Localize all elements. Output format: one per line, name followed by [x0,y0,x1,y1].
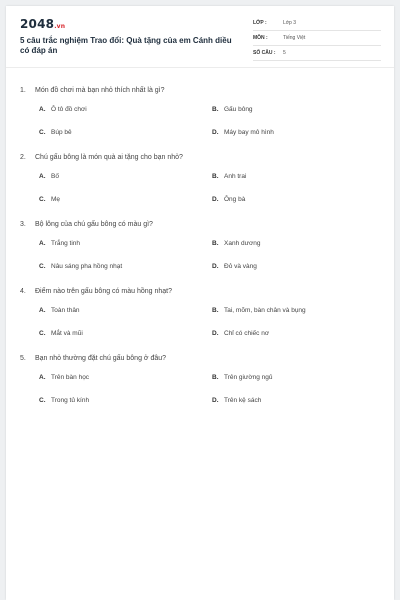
answer-options [20,171,380,205]
question-text [20,286,380,296]
meta-label-count: SỐ CÂU : [253,50,276,56]
option-letter: D. [212,263,219,270]
option-row [39,104,380,115]
option-c[interactable] [39,263,212,270]
question-list [6,68,394,406]
question-number: 1. [20,86,26,94]
question-text [20,353,380,363]
option-letter: C. [39,397,46,404]
answer-options [20,238,380,272]
option-text: Chỉ có chiếc nơ [224,330,270,337]
option-text: Máy bay mô hình [224,129,274,136]
option-c[interactable] [39,129,212,136]
option-letter: B. [212,173,219,180]
question-prompt: Món đồ chơi mà bạn nhỏ thích nhất là gì? [35,86,165,94]
meta-row-subject [253,31,381,46]
option-row [39,328,380,339]
question-text [20,219,380,229]
option-c[interactable] [39,196,212,203]
option-letter: A. [39,240,46,247]
question-prompt: Điểm nào trên gấu bông có màu hồng nhạt? [35,287,172,295]
option-text: Nâu sáng pha hồng nhạt [51,263,123,270]
option-b[interactable] [212,307,306,314]
option-letter: D. [212,330,219,337]
option-letter: D. [212,196,219,203]
option-a[interactable] [39,307,212,314]
option-text: Búp bê [51,129,72,136]
option-text: Gấu bông [224,106,253,113]
option-letter: D. [212,129,219,136]
option-d[interactable] [212,263,257,270]
meta-table [253,16,381,61]
question-4 [20,286,380,339]
option-row [39,171,380,182]
option-c[interactable] [39,330,212,337]
option-letter: C. [39,129,46,136]
option-text: Mẹ [51,196,61,203]
option-d[interactable] [212,196,245,203]
question-number: 4. [20,287,26,295]
option-text: Trên giường ngủ [224,374,273,381]
meta-value-count: 5 [283,50,286,56]
option-row [39,305,380,316]
worksheet-title: 5 câu trắc nghiệm Trao đổi: Quà tặng của em Cánh diều có đáp án [20,36,232,55]
option-row [39,261,380,272]
option-text: Ô tô đồ chơi [51,106,87,113]
answer-options [20,305,380,339]
option-letter: B. [212,374,219,381]
meta-row-count [253,46,381,61]
option-a[interactable] [39,240,212,247]
option-b[interactable] [212,106,253,113]
option-letter: B. [212,307,219,314]
option-text: Trên bàn học [51,374,90,381]
option-b[interactable] [212,240,260,247]
meta-value-subject: Tiếng Việt [283,35,306,41]
option-d[interactable] [212,330,269,337]
option-text: Toàn thân [51,307,80,314]
question-number: 3. [20,220,26,228]
option-letter: D. [212,397,219,404]
question-prompt: Chú gấu bông là món quà ai tặng cho bạn nhỏ? [35,153,183,161]
option-letter: C. [39,196,46,203]
meta-label-subject: MÔN : [253,35,268,41]
option-d[interactable] [212,397,261,404]
question-text [20,152,380,162]
option-a[interactable] [39,374,212,381]
option-text: Trên kệ sách [224,397,262,404]
question-5 [20,353,380,406]
worksheet-page [6,6,394,600]
option-b[interactable] [212,173,246,180]
logo-main: 2048 [20,17,55,31]
question-number: 5. [20,354,26,362]
question-2 [20,152,380,205]
option-letter: C. [39,263,46,270]
option-row [39,194,380,205]
option-row [39,395,380,406]
option-row [39,372,380,383]
option-b[interactable] [212,374,272,381]
option-row [39,238,380,249]
option-text: Đỏ và vàng [224,263,257,270]
option-text: Trong tủ kính [51,397,90,404]
option-row [39,127,380,138]
meta-row-grade [253,16,381,31]
question-text [20,85,380,95]
answer-options [20,104,380,138]
option-letter: C. [39,330,46,337]
answer-options [20,372,380,406]
option-letter: A. [39,374,46,381]
option-letter: A. [39,173,46,180]
question-3 [20,219,380,272]
option-text: Mắt và mũi [51,330,83,337]
question-prompt: Bộ lông của chú gấu bông có màu gì? [35,220,153,228]
meta-label-grade: LỚP : [253,20,267,26]
logo-tld: .vn [54,23,66,30]
question-1 [20,85,380,138]
question-prompt: Bạn nhỏ thường đặt chú gấu bông ở đâu? [35,354,167,362]
question-number: 2. [20,153,26,161]
option-text: Xanh dương [224,240,261,247]
option-c[interactable] [39,397,212,404]
option-text: Ông bà [224,196,246,203]
option-text: Trắng tinh [51,240,81,247]
option-letter: B. [212,106,219,113]
option-letter: A. [39,106,46,113]
option-text: Anh trai [224,173,247,180]
option-letter: B. [212,240,219,247]
option-letter: A. [39,307,46,314]
option-a[interactable] [39,106,212,113]
meta-value-grade: Lớp 3 [283,20,297,26]
option-text: Bố [51,173,59,180]
option-a[interactable] [39,173,212,180]
option-d[interactable] [212,129,274,136]
worksheet-header [6,6,394,68]
option-text: Tai, mõm, bàn chân và bụng [224,307,306,314]
